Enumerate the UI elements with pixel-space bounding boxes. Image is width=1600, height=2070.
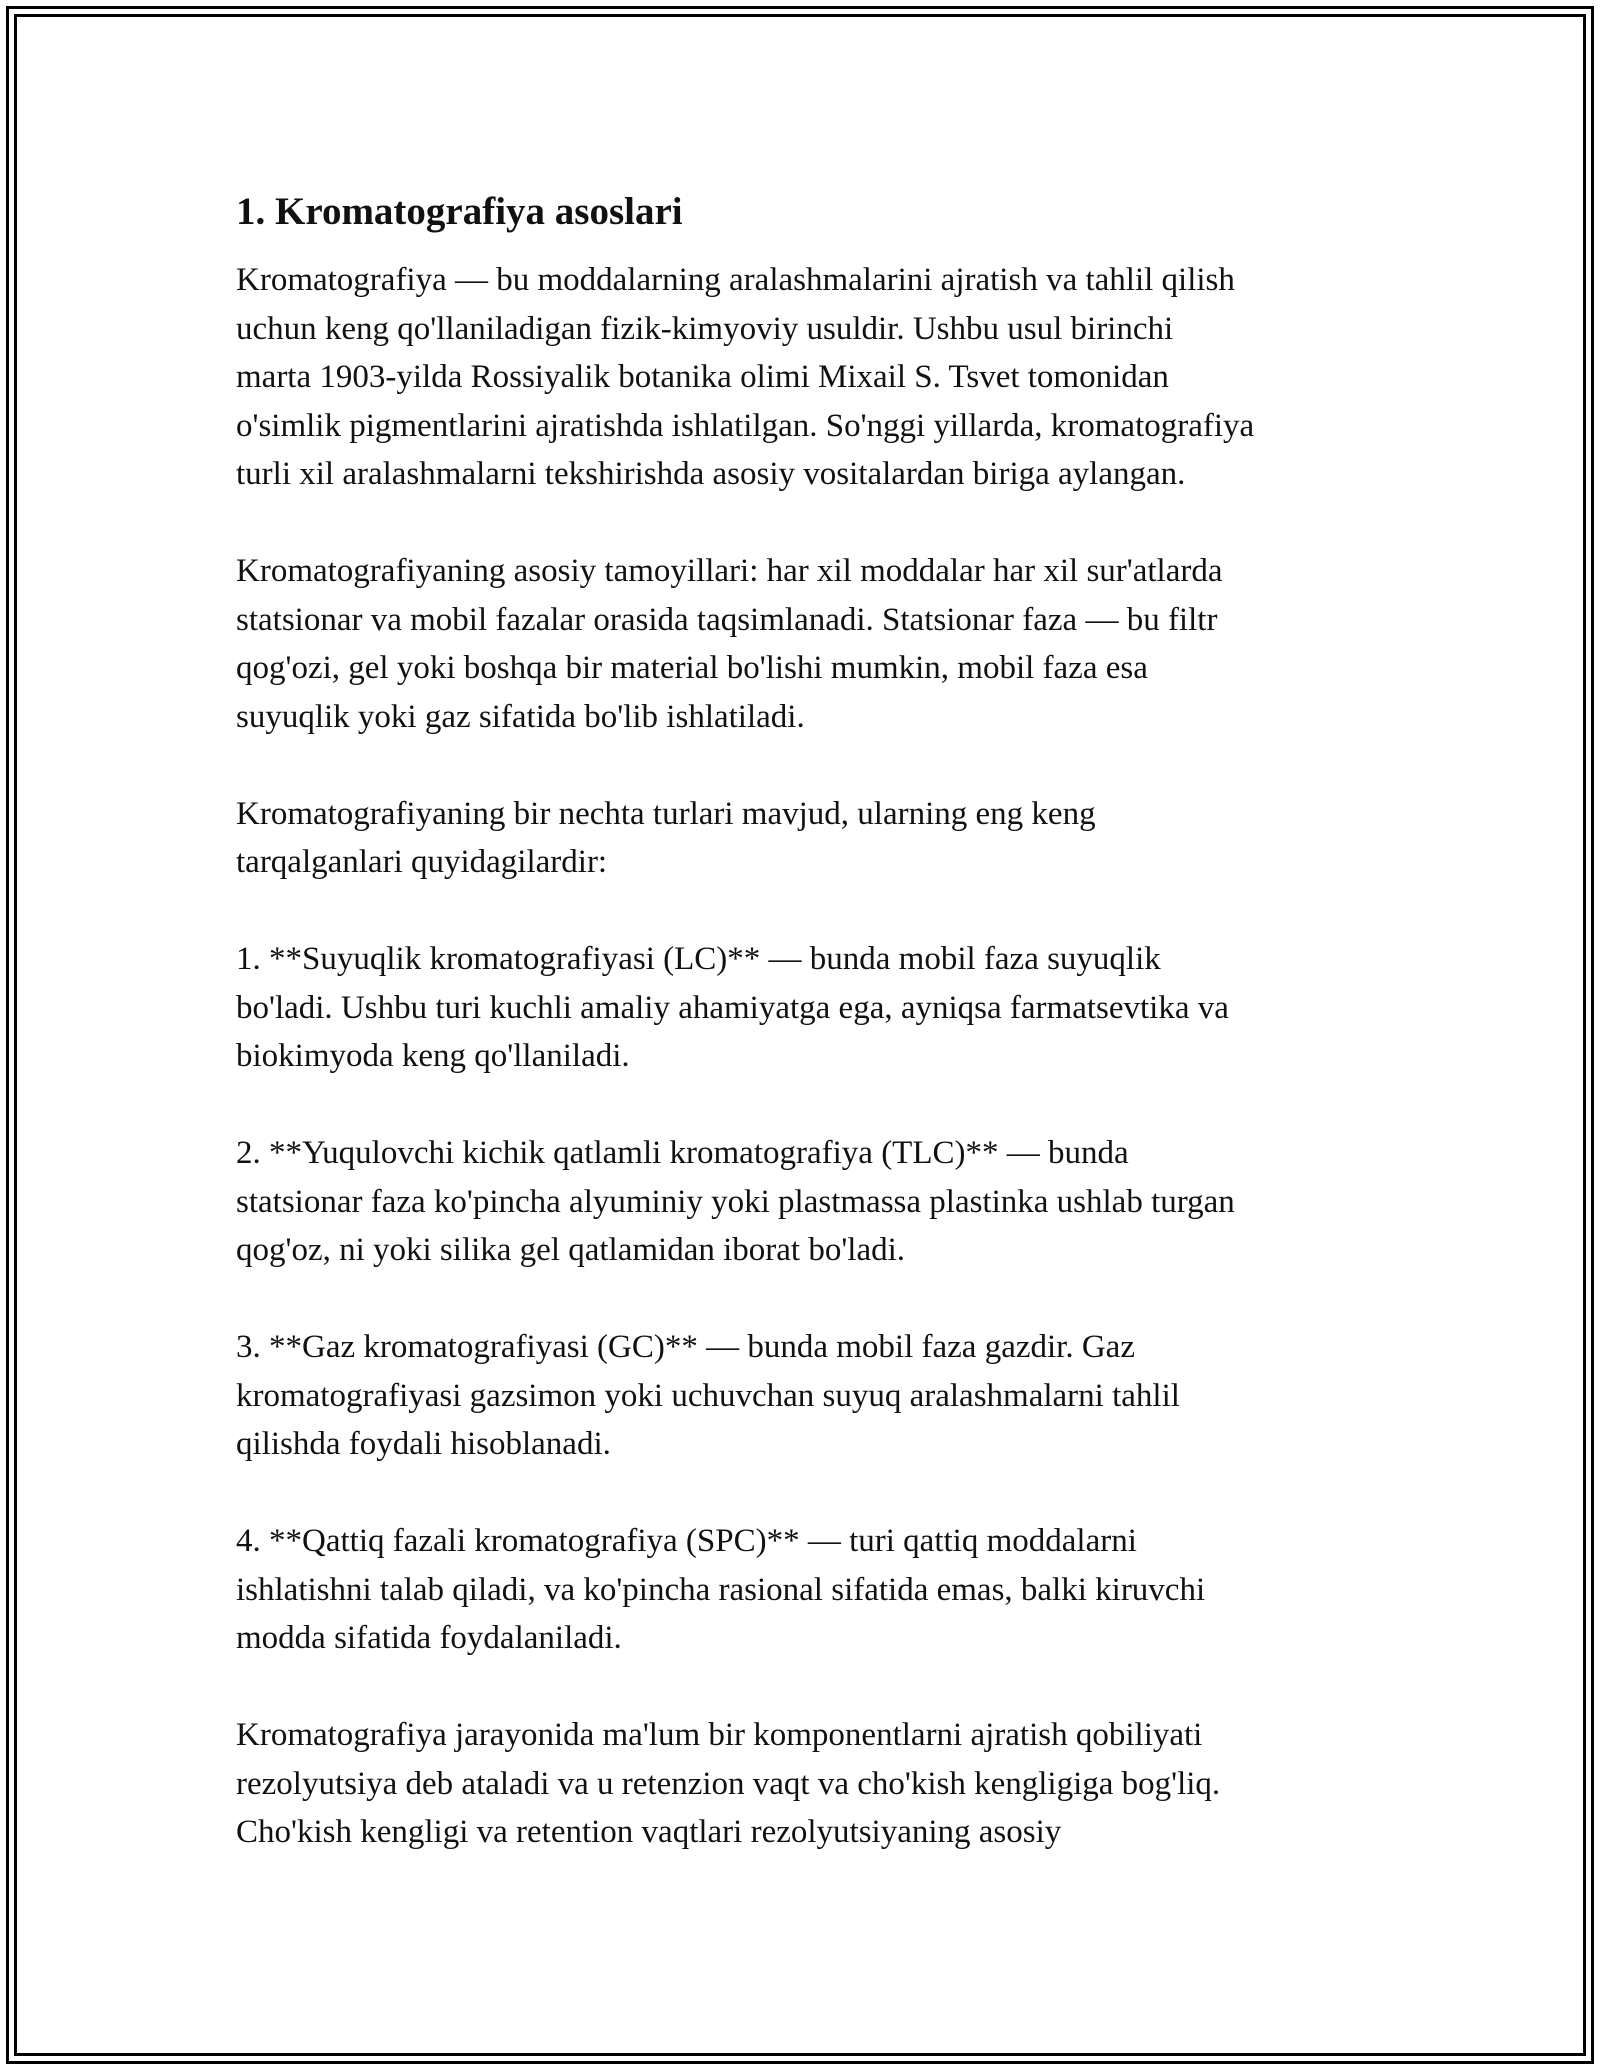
paragraph-resolution: Kromatografiya jarayonida ma'lum bir komponentlarni ajratish qobiliyati rezolyutsiya deb ataladi va u retenzion vaqt va cho'kish kengligiga bog'liq. Cho'kish kengligi va retention vaqtlari rezolyutsiyaning asosiy	[236, 1717, 1221, 1850]
paragraph-principles: Kromatografiyaning asosiy tamoyillari: har xil moddalar har xil sur'atlarda statsionar va mobil fazalar orasida taqsimlanadi. Statsionar faza — bu filtr qog'ozi, gel yoki boshqa bir material bo'lishi mumkin, mobil faza esa suyuqlik yoki gaz sifatida bo'lib ishlatiladi.	[236, 553, 1223, 735]
document-body	[236, 186, 1386, 1905]
paragraph-intro: Kromatografiya — bu moddalarning aralashmalarini ajratish va tahlil qilish uchun keng qo'llaniladigan fizik-kimyoviy usuldir. Ushbu usul birinchi marta 1903-yilda Rossiyalik botanika olimi Mixail S. Tsvet tomonidan o'simlik pigmentlarini ajratishda ishlatilgan. So'nggi yillarda, kromatografiya turli xil aralashmalarni tekshirishda asosiy vositalardan biriga aylangan.	[236, 262, 1255, 492]
list-item-gc: 3. **Gaz kromatografiyasi (GC)** — bunda mobil faza gazdir. Gaz kromatografiyasi gazsimon yoki uchuvchan suyuq aralashmalarni tahlil qilishda foydali hisoblanadi.	[236, 1329, 1180, 1462]
paragraph-types-intro: Kromatografiyaning bir nechta turlari mavjud, ularning eng keng tarqalganlari quyidagilardir:	[236, 795, 1096, 880]
list-item-spc: 4. **Qattiq fazali kromatografiya (SPC)** — turi qattiq moddalarni ishlatishni talab qiladi, va ko'pincha rasional sifatida emas, balki kiruvchi modda sifatida foydalaniladi.	[236, 1523, 1206, 1656]
section-heading: 1. Kromatografiya asoslari	[236, 190, 683, 233]
list-item-lc: 1. **Suyuqlik kromatografiyasi (LC)** — bunda mobil faza suyuqlik bo'ladi. Ushbu turi kuchli amaliy ahamiyatga ega, ayniqsa farmatsevtika va biokimyoda keng qo'llaniladi.	[236, 941, 1229, 1074]
list-item-tlc: 2. **Yuqulovchi kichik qatlamli kromatografiya (TLC)** — bunda statsionar faza ko'pincha alyuminiy yoki plastmassa plastinka ushlab turgan qog'oz, ni yoki silika gel qatlamidan iborat bo'ladi.	[236, 1135, 1235, 1268]
